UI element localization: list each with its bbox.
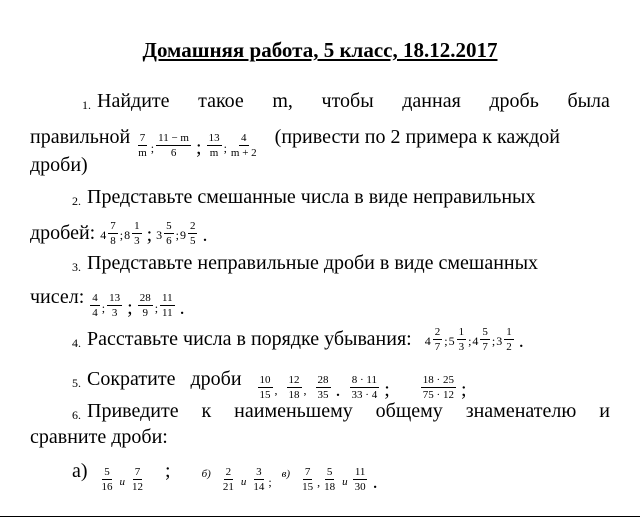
task-3-fractions: $\frac{4}{4}$ ; $\frac{13}{3}$ ; $\frac{28}{9}$ ; $\frac{11}{11}$ . <box>92 292 185 319</box>
fraction-product: $\frac{8 \cdot 11}{33 \cdot 4}$ <box>351 374 378 401</box>
mixed-number: 3 $\frac{1}{2}$ <box>496 325 512 353</box>
task-4-mixed-numbers: 4 $\frac{2}{7}$ ; 5 $\frac{1}{3}$ ; 4 $\frac{5}{7}$ ; 3 $\frac{1}{2}$ . <box>424 325 524 353</box>
task-4-line <box>72 326 610 355</box>
task-1-word: m, <box>272 90 293 112</box>
task-2-line-2 <box>30 220 558 249</box>
task-6-line-3: а) $\frac{5}{16}$ и $\frac{7}{12}$ ; б) $\frac{2}{21}$ и $\frac{3}{14}$ ; в) $\frac{7}{15}$ , $\frac{5}{18}$ и $\frac{11}{30}$ . <box>72 458 610 495</box>
conjunction: и <box>119 475 126 488</box>
pair-a <box>99 468 147 495</box>
task-5-word: Сократите <box>87 368 176 390</box>
task-2-text: дробей: <box>30 222 96 244</box>
task-6-lead <box>72 398 179 426</box>
task-1-line-1 <box>82 88 610 116</box>
task-6-line-2: сравните дроби: <box>30 426 168 448</box>
fraction: $\frac{5}{16}$ <box>101 466 113 493</box>
fraction: $\frac{7}{m}$ <box>138 132 147 159</box>
task-6-word: и <box>599 400 610 422</box>
fraction: $\frac{28}{35}$ <box>317 374 329 401</box>
task-1-word: чтобы <box>321 90 374 112</box>
fraction: $\frac{11 - m}{6}$ <box>158 132 189 159</box>
task-6-word: Приведите <box>87 400 179 422</box>
mixed-number: 9 $\frac{2}{5}$ <box>179 219 196 247</box>
task-number: 1. <box>82 98 91 112</box>
task-3-line-2 <box>30 284 558 321</box>
mixed-number: 4 $\frac{5}{7}$ <box>472 325 488 353</box>
task-number: 5. <box>72 376 81 390</box>
pair-b: $\frac{2}{21}$ и $\frac{3}{14}$ ; <box>222 466 272 493</box>
fraction: $\frac{11}{30}$ <box>354 466 366 493</box>
task-5-fractions: $\frac{10}{15}$ , $\frac{12}{18}$ , $\frac{28}{35}$ . $\frac{8 \cdot 11}{33 \cdot 4}$ ; $\frac{18 \cdot 25}{75 \cdot 12}$ ; <box>259 374 467 401</box>
mixed-number: 3 $\frac{5}{6}$ <box>156 219 172 247</box>
task-2-line-1 <box>72 184 610 212</box>
task-1-fractions: $\frac{7}{m}$ ; $\frac{11 - m}{6}$ ; $\frac{13}{m}$ ; $\frac{4}{m + 2}$ <box>138 132 257 159</box>
mixed-number: 8 $\frac{1}{3}$ <box>124 219 140 247</box>
fraction: $\frac{7}{15}$ <box>302 466 314 493</box>
task-1-text: правильной <box>30 126 131 148</box>
task-1-word: была <box>567 90 610 112</box>
task-5-word: дроби <box>190 368 242 390</box>
task-6-word: общему <box>375 400 443 422</box>
mixed-number: 5 $\frac{1}{3}$ <box>448 325 465 353</box>
fraction: $\frac{5}{18}$ <box>324 466 336 493</box>
task-4-text: Расставьте числа в порядке убывания: <box>87 328 412 350</box>
task-3-text: чисел: <box>30 286 85 308</box>
conjunction: и <box>342 475 348 488</box>
task-2-text: Представьте смешанные числа в виде неправильных <box>87 186 536 208</box>
fraction: $\frac{7}{12}$ <box>132 466 144 493</box>
task-6-line-1 <box>72 398 610 426</box>
fraction: $\frac{10}{15}$ <box>259 374 271 401</box>
task-6-word: наименьшему <box>234 400 353 422</box>
mixed-number: 4 $\frac{2}{7}$ <box>424 325 441 353</box>
task-1-word: дробь <box>489 90 539 112</box>
sub-label-a: а) <box>72 460 88 482</box>
task-2-mixed-numbers: 4 $\frac{7}{8}$ ; 8 $\frac{1}{3}$ ; 3 $\frac{5}{6}$ ; 9 $\frac{2}{5}$ . <box>100 219 208 247</box>
task-6-word: знаменателю <box>465 400 577 422</box>
task-1-line-3: дроби) <box>30 154 88 176</box>
fraction: $\frac{11}{11}$ <box>162 292 173 319</box>
fraction: $\frac{4}{m + 2}$ <box>230 132 257 159</box>
mixed-number: 4 $\frac{7}{8}$ <box>100 219 116 247</box>
sub-label-v: в) <box>281 468 291 480</box>
triple-v: $\frac{7}{15}$ , $\frac{5}{18}$ и $\frac{11}{30}$ . <box>302 466 378 493</box>
task-number: 6. <box>72 408 81 422</box>
task-1-lead <box>82 88 170 116</box>
fraction: $\frac{12}{18}$ <box>288 374 300 401</box>
fraction: $\frac{13}{3}$ <box>109 292 121 319</box>
task-1-word: такое <box>198 90 244 112</box>
page-title: Домашняя работа, 5 класс, 18.12.2017 <box>142 38 498 62</box>
task-number: 2. <box>72 194 81 208</box>
task-number: 4. <box>72 336 81 350</box>
fraction: $\frac{28}{9}$ <box>139 292 151 319</box>
task-1-text: (привести по 2 примера к каждой <box>274 126 560 148</box>
task-number: 3. <box>72 260 81 274</box>
task-6-word: к <box>201 400 212 422</box>
task-1-word: данная <box>402 90 461 112</box>
fraction: $\frac{13}{m}$ <box>208 132 220 159</box>
fraction: $\frac{3}{14}$ <box>253 466 265 493</box>
bottom-divider <box>0 516 640 517</box>
conjunction: и <box>240 475 247 488</box>
task-1-word: Найдите <box>97 90 170 112</box>
sub-label-b: б) <box>201 468 211 480</box>
task-3-line-1 <box>72 250 610 278</box>
task-3-text: Представьте неправильные дроби в виде смешанных <box>87 252 539 274</box>
fraction: $\frac{4}{4}$ <box>92 292 98 319</box>
fraction-product: $\frac{18 \cdot 25}{75 \cdot 12}$ <box>422 374 454 401</box>
fraction: $\frac{2}{21}$ <box>222 466 234 493</box>
